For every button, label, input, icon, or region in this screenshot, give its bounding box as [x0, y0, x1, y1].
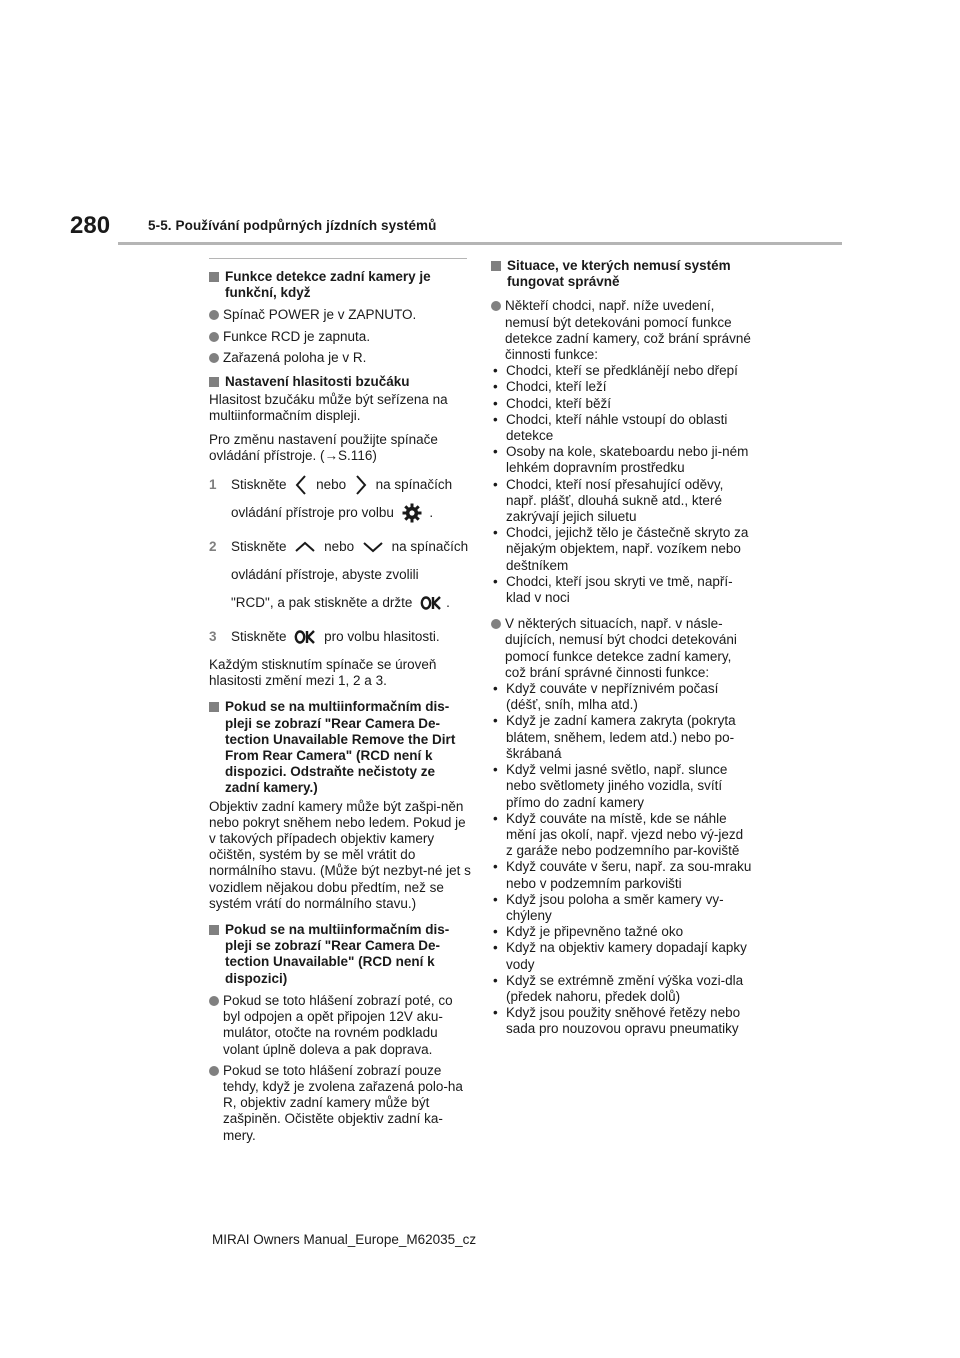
condition-item [209, 307, 471, 323]
bullet-dot-icon: • [493, 573, 498, 589]
chevron-left-icon [294, 474, 308, 496]
step-text: Stiskněte [231, 477, 287, 493]
heading-text: Funkce detekce zadní kamery je funkční, když [225, 269, 431, 301]
condition-item [209, 350, 471, 366]
heading-text: Nastavení hlasitosti bzučáku [225, 374, 410, 390]
list-item [491, 412, 753, 444]
bullet-dot-icon: • [493, 525, 498, 541]
circle-bullet-icon [491, 619, 501, 629]
list-item [491, 940, 753, 972]
step-text: ovládání přístroje pro volbu [231, 505, 394, 521]
heading-situations [491, 258, 753, 290]
heading-remove-dirt [209, 699, 471, 796]
circle-bullet-icon [209, 310, 219, 320]
circle-bullet-icon [209, 332, 219, 342]
condition-text: Spínač POWER je v ZAPNUTO. [223, 307, 417, 323]
heading-buzzer-volume [209, 374, 471, 390]
chevron-up-icon [294, 540, 316, 554]
condition-item [209, 329, 471, 345]
bullet-dot-icon: • [493, 924, 498, 940]
list-item-text: Když couváte na místě, kde se náhle mění jas okolí, např. vjezd nebo vý-jezd z garáže nebo podzemního par-koviště [506, 810, 744, 859]
note-item [209, 1063, 471, 1144]
column-rule [209, 258, 467, 259]
bullet-dot-icon: • [493, 363, 498, 379]
bullet-dot-icon: • [493, 681, 498, 697]
list-item-text: Chodci, kteří běží [506, 395, 612, 411]
bullet-dot-icon: • [493, 972, 498, 988]
list-item [491, 973, 753, 1005]
condition-text: Funkce RCD je zapnuta. [223, 328, 371, 344]
situation-text: Někteří chodci, např. níže uvedení, nemusí být detekováni pomocí funkce detekce zadní kamery, což brání správné činnosti funkce: [505, 298, 751, 363]
list-item-text: Když se extrémně změní výška vozi-dla (předek nahoru, předek dolů) [506, 972, 744, 1004]
list-item-text: Chodci, kteří se předklánějí nebo dřepí [506, 363, 738, 379]
square-bullet-icon [209, 702, 219, 712]
list-item [491, 396, 753, 412]
list-item [491, 924, 753, 940]
step-number: 1 [209, 477, 217, 493]
step-text: Stiskněte [231, 539, 287, 555]
situation-text: V některých situacích, např. v násle-dujících, nemusí být chodci detekováni pomocí funkce detekce zadní kamery, což brání správné činnosti funkce: [505, 616, 737, 680]
heading-rcd-functional [209, 269, 471, 301]
square-bullet-icon [209, 377, 219, 387]
list-item-text: Když couváte v nepříznivém počasí (déšť, sníh, mlha atd.) [506, 681, 719, 713]
circle-bullet-icon [209, 1066, 219, 1076]
step-text: pro volbu hlasitosti. [324, 629, 440, 645]
step-text: ovládání přístroje, abyste zvolili [231, 567, 419, 583]
list-item-text: Osoby na kole, skateboardu nebo ji-ném lehkém dopravním prostředku [506, 444, 749, 476]
list-item-text: Chodci, jejichž tělo je částečně skryto za nějakým objektem, např. vozíkem nebo deštníkem [506, 525, 749, 573]
step-3 [209, 623, 471, 651]
note-text: Pokud se toto hlášení zobrazí poté, co byl odpojen a opět připojen 12V aku-mulátor, otočte na rovném podkladu volant úplně doleva a pak doprava. [223, 992, 453, 1057]
list-item [491, 811, 753, 860]
spacer [491, 606, 753, 616]
footer-text: MIRAI Owners Manual_Europe_M62035_cz [212, 1232, 477, 1247]
list-item-text: Když couváte v šeru, např. za sou-mraku nebo v podzemním parkovišti [506, 859, 752, 891]
list-item [491, 762, 753, 811]
list-item [491, 363, 753, 379]
bullet-dot-icon: • [493, 762, 498, 778]
step-text: . [446, 595, 450, 611]
step-text: . [429, 505, 434, 521]
bullet-dot-icon: • [493, 1005, 498, 1021]
list-item-text: Chodci, kteří náhle vstoupí do oblasti detekce [506, 411, 728, 444]
paragraph: Objektiv zadní kamery může být zašpi-něn nebo pokryt sněhem nebo ledem. Pokud je v takových případech objektiv kamery očištěn, systém by se měl vrátit do normálního stavu. (Může být nezbyt-né jet s vozidlem nějakou dobu předtím, než se systém vrátí do normálního stavu.) [209, 798, 471, 911]
condition-text: Zařazená poloha je v R. [223, 349, 367, 365]
left-column [209, 258, 471, 1149]
list-item [491, 525, 753, 574]
step-text: nebo [324, 539, 355, 555]
list-item-text: Chodci, kteří jsou skryti ve tmě, napří-klad v noci [506, 573, 733, 606]
list-item [491, 859, 753, 891]
heading-rcd-unavailable [209, 922, 471, 987]
header-band [118, 0, 842, 246]
chevron-right-icon [354, 474, 368, 496]
bullet-dot-icon: • [493, 810, 498, 826]
paragraph: Hlasitost bzučáku může být seřízena na multiinformačním displeji. [209, 392, 448, 424]
header-rule [118, 242, 842, 245]
note-item [209, 993, 471, 1058]
ok-icon [294, 629, 316, 645]
bullet-dot-icon: • [493, 859, 498, 875]
heading-text: Pokud se na multiinformačním dis-pleji se zobrazí "Rear Camera De-tection Unavailable" (RCD není k dispozici) [225, 922, 450, 986]
circle-bullet-icon [209, 996, 219, 1006]
situation-group [491, 298, 753, 363]
bullet-dot-icon: • [493, 940, 498, 956]
step-text: na spínačích [391, 539, 469, 555]
list-item [491, 681, 753, 713]
step-2 [209, 533, 471, 617]
list-item-text: Když velmi jasné světlo, např. slunce nebo světlomety jiného vozidla, svítí přímo do zadní kamery [506, 762, 728, 810]
ok-icon [420, 595, 442, 611]
circle-bullet-icon [209, 353, 219, 363]
list-item-text: Když jsou poloha a směr kamery vy-chýleny [506, 891, 724, 923]
step-text: nebo [316, 477, 347, 493]
list-item-text: Chodci, kteří leží [506, 379, 607, 395]
list-item [491, 713, 753, 762]
chevron-down-icon [362, 540, 384, 554]
square-bullet-icon [209, 272, 219, 282]
list-item-text: Chodci, kteří nosí přesahující oděvy, např. plášť, dlouhá sukně atd., které zakrývají jejich siluetu [506, 476, 724, 525]
step-text: Stiskněte [231, 629, 287, 645]
list-item [491, 477, 753, 526]
heading-text: Situace, ve kterých nemusí systém fungovat správně [507, 258, 731, 290]
right-column [491, 258, 753, 1038]
bullet-dot-icon: • [493, 476, 498, 492]
page-number: 280 [70, 212, 111, 239]
list-item [491, 379, 753, 395]
bullet-dot-icon: • [493, 411, 498, 427]
note-text: Pokud se toto hlášení zobrazí pouze tehdy, když je zvolena zařazená polo-ha R, objektiv zadní kamery může být zašpiněn. Očistěte objektiv zadní ka-mery. [223, 1062, 463, 1143]
bullet-dot-icon: • [493, 379, 498, 395]
step-number: 3 [209, 629, 217, 645]
bullet-dot-icon: • [493, 395, 498, 411]
list-item-text: Když jsou použity sněhové řetězy nebo sada pro nouzovou opravu pneumatiky [506, 1005, 741, 1037]
situation-group [491, 616, 753, 681]
bullet-dot-icon: • [493, 444, 498, 460]
bullet-dot-icon: • [493, 713, 498, 729]
step-text: na spínačích [375, 477, 453, 493]
list-item [491, 1005, 753, 1037]
list-item [491, 892, 753, 924]
paragraph: Každým stisknutím spínače se úroveň hlasitosti změní mezi 1, 2 a 3. [209, 657, 437, 689]
list-item-text: Když je připevněno tažné oko [506, 924, 684, 940]
section-title: 5-5. Používání podpůrných jízdních systémů [148, 218, 437, 233]
step-1 [209, 471, 471, 527]
gear-icon [402, 503, 422, 523]
step-text: "RCD", a pak stiskněte a držte [231, 595, 413, 611]
circle-bullet-icon [491, 301, 501, 311]
list-item-text: Když na objektiv kamery dopadají kapky vody [506, 940, 747, 972]
step-number: 2 [209, 539, 217, 555]
list-item-text: Když je zadní kamera zakryta (pokryta blátem, sněhem, ledem atd.) nebo po-škrábaná [506, 713, 736, 761]
list-item [491, 574, 753, 606]
paragraph: Pro změnu nastavení použijte spínače ovládání přístroje. (→S.116) [209, 431, 438, 463]
heading-text: Pokud se na multiinformačním dis-pleji se zobrazí "Rear Camera De-tection Unavailable Remove the Dirt From Rear Camera" (RCD není k dispozici. Odstraňte nečistoty ze zadní kamery.) [225, 699, 456, 796]
bullet-dot-icon: • [493, 891, 498, 907]
list-item [491, 444, 753, 476]
square-bullet-icon [209, 925, 219, 935]
square-bullet-icon [491, 261, 501, 271]
